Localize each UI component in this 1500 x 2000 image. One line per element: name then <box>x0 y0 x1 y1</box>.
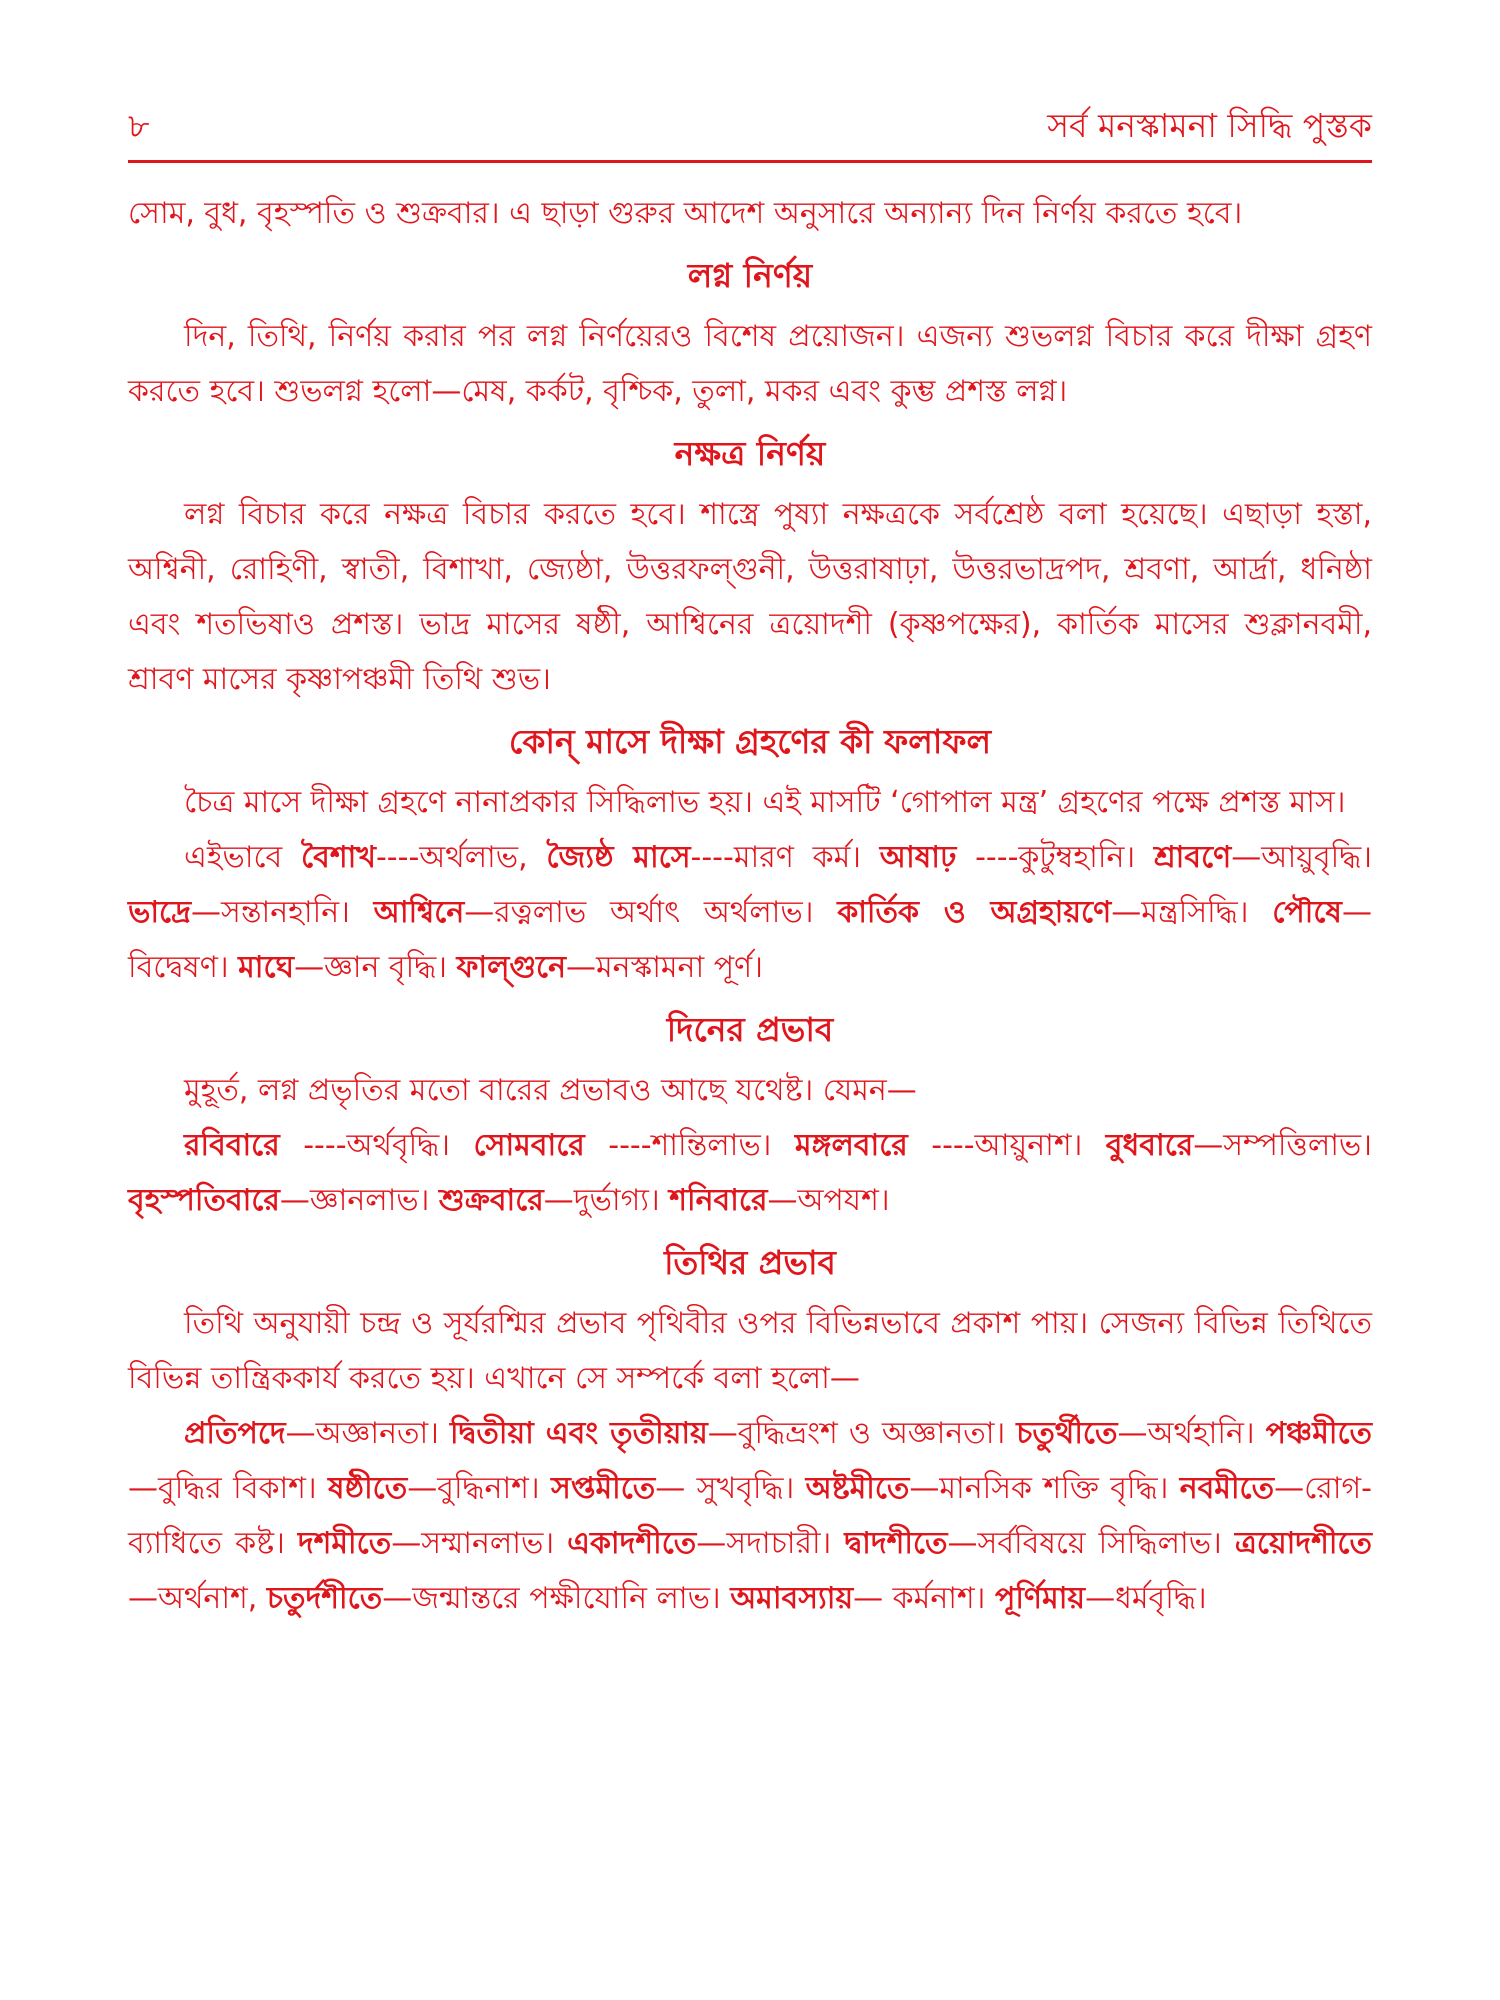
months-list-paragraph <box>128 830 1372 995</box>
day-term: রবিবারে <box>184 1128 280 1163</box>
tithi-effect: —সম্মানলাভ। <box>391 1526 568 1561</box>
month-term: জ্যৈষ্ঠ মাসে <box>546 840 691 875</box>
month-term: ভাদ্রে <box>128 895 192 930</box>
day-term: বৃহস্পতিবারে <box>128 1183 280 1218</box>
day-term: শনিবারে <box>669 1183 768 1218</box>
tithi-effect: —অজ্ঞানতা। <box>285 1416 450 1451</box>
month-term: ফাল্গুনে <box>456 950 567 985</box>
month-term: কার্তিক ও অগ্রহায়ণে <box>837 895 1112 930</box>
tithi-effect: —রোগ-ব্যাধিতে কষ্ট। <box>128 1471 1372 1561</box>
section-heading-tithi: তিথির প্রভাব <box>664 1243 836 1282</box>
month-term: শ্রাবণে <box>1153 840 1232 875</box>
day-effect: —অপযশ। <box>767 1183 890 1218</box>
header-rule <box>128 160 1372 163</box>
tithi-term: অমাবস্যায় <box>730 1581 854 1616</box>
tithi-effect: —সদাচারী। <box>696 1526 845 1561</box>
running-title: সর্ব মনস্কামনা সিদ্ধি পুস্তক <box>1047 106 1372 145</box>
tithi-effect: —মানসিক শক্তি বৃদ্ধি। <box>909 1471 1180 1506</box>
section-heading-lagna: লগ্ন নির্ণয় <box>687 256 813 295</box>
tithi-intro-paragraph: তিথি অনুযায়ী চন্দ্র ও সূর্যরশ্মির প্রভাব পৃথিবীর ওপর বিভিন্নভাবে প্রকাশ পায়। সেজন্য বিভিন্ন তিথিতে বিভিন্ন তান্ত্রিককার্য করতে হয়। এখানে সে সম্পর্কে বলা হলো— <box>128 1306 1372 1396</box>
page-body <box>128 186 1372 1626</box>
month-effect: —আয়ুবৃদ্ধি। <box>1231 840 1372 875</box>
tithi-list-paragraph <box>128 1406 1372 1626</box>
continuation-paragraph: সোম, বুধ, বৃহস্পতি ও শুক্রবার। এ ছাড়া গুরুর আদেশ অনুসারে অন্যান্য দিন নির্ণয় করতে হবে। <box>128 196 1243 231</box>
day-term: শুক্রবারে <box>438 1183 544 1218</box>
page-header <box>128 104 1372 148</box>
tithi-term: প্রতিপদে <box>184 1416 286 1451</box>
tithi-effect: —অর্থনাশ, <box>128 1581 267 1616</box>
day-effect: —জ্ঞানলাভ। <box>279 1183 439 1218</box>
month-term: মাঘে <box>238 950 295 985</box>
tithi-term: একাদশীতে <box>567 1526 697 1561</box>
tithi-effect: —সর্ববিষয়ে সিদ্ধিলাভ। <box>947 1526 1235 1561</box>
month-effect: —জ্ঞান বৃদ্ধি। <box>294 950 457 985</box>
tithi-term: চতুর্থীতে <box>1016 1416 1118 1451</box>
month-effect: —রত্নলাভ অর্থাৎ অর্থলাভ। <box>464 895 838 930</box>
tithi-effect: —বুদ্ধিনাশ। <box>407 1471 552 1506</box>
lagna-paragraph: দিন, তিথি, নির্ণয় করার পর লগ্ন নির্ণয়েরও বিশেষ প্রয়োজন। এজন্য শুভলগ্ন বিচার করে দীক্ষা গ্রহণ করতে হবে। শুভলগ্ন হলো—মেষ, কর্কট, বৃশ্চিক, তুলা, মকর এবং কুম্ভ প্রশস্ত লগ্ন। <box>128 319 1372 409</box>
days-intro-paragraph: মুহূর্ত, লগ্ন প্রভৃতির মতো বারের প্রভাবও আছে যথেষ্ট। যেমন— <box>184 1073 917 1108</box>
tithi-effect: —অর্থহানি। <box>1117 1416 1266 1451</box>
month-term: আশ্বিনে <box>373 895 465 930</box>
tithi-term: অষ্টমীতে <box>805 1471 910 1506</box>
tithi-term: চতুর্দশীতে <box>266 1581 383 1616</box>
tithi-term: নবমীতে <box>1179 1471 1275 1506</box>
tithi-effect: —ধর্মবৃদ্ধি। <box>1085 1581 1207 1616</box>
day-effect: —দুর্ভাগ্য। <box>543 1183 670 1218</box>
tithi-effect: — কর্মনাশ। <box>853 1581 995 1616</box>
day-effect: ----শান্তিলাভ। <box>584 1128 795 1163</box>
month-effect: —সন্তানহানি। <box>191 895 374 930</box>
nakshatra-paragraph: লগ্ন বিচার করে নক্ষত্র বিচার করতে হবে। শাস্ত্রে পুষ্যা নক্ষত্রকে সর্বশ্রেষ্ঠ বলা হয়েছে। এছাড়া হস্তা, অশ্বিনী, রোহিণী, স্বাতী, বিশাখা, জ্যেষ্ঠা, উত্তরফল্গুনী, উত্তরাষাঢ়া, উত্তরভাদ্রপদ, শ্রবণা, আর্দ্রা, ধনিষ্ঠা এবং শতভিষাও প্রশস্ত। ভাদ্র মাসের ষষ্ঠী, আশ্বিনের ত্রয়োদশী (কৃষ্ণপক্ষের), কার্তিক মাসের শুক্লানবমী, শ্রাবণ মাসের কৃষ্ণাপঞ্চমী তিথি শুভ। <box>128 497 1372 697</box>
day-term: বুধবারে <box>1105 1128 1194 1163</box>
tithi-term: দ্বিতীয়া এবং তৃতীয়ায় <box>449 1416 708 1451</box>
month-term: বৈশাখ <box>301 840 376 875</box>
month-term: আষাঢ় <box>879 840 957 875</box>
days-list-paragraph <box>128 1118 1372 1228</box>
month-term: পৌষে <box>1272 895 1342 930</box>
section-heading-nakshatra: নক্ষত্র নির্ণয় <box>674 434 826 473</box>
tithi-term: দশমীতে <box>297 1526 392 1561</box>
month-effect: —মন্ত্রসিদ্ধি। <box>1111 895 1273 930</box>
section-heading-months: কোন্ মাসে দীক্ষা গ্রহণের কী ফলাফল <box>508 722 992 761</box>
tithi-effect: —বুদ্ধির বিকাশ। <box>128 1471 329 1506</box>
month-effect: ----মারণ কর্ম। <box>690 840 880 875</box>
month-effect: ----কুটুম্বহানি। <box>956 840 1154 875</box>
month-effect: —বিদ্বেষণ। <box>128 895 1372 985</box>
months-intro-paragraph: চৈত্র মাসে দীক্ষা গ্রহণে নানাপ্রকার সিদ্ধিলাভ হয়। এই মাসটি ‘গোপাল মন্ত্র’ গ্রহণের পক্ষে প্রশস্ত মাস। <box>184 785 1346 820</box>
tithi-effect: —বুদ্ধিভ্রংশ ও অজ্ঞানতা। <box>707 1416 1017 1451</box>
month-effect: —মনস্কামনা পূর্ণ। <box>566 950 763 985</box>
months-list-prefix: এইভাবে <box>184 840 301 875</box>
day-effect: ----আয়ুনাশ। <box>907 1128 1106 1163</box>
day-effect: —সম্পত্তিলাভ। <box>1193 1128 1373 1163</box>
tithi-term: ত্রয়োদশীতে <box>1234 1526 1372 1561</box>
tithi-effect: —জন্মান্তরে পক্ষীযোনি লাভ। <box>382 1581 731 1616</box>
day-term: সোমবারে <box>473 1128 585 1163</box>
day-term: মঙ্গলবারে <box>794 1128 908 1163</box>
tithi-term: দ্বাদশীতে <box>844 1526 948 1561</box>
page-number: ৮ <box>128 106 150 145</box>
day-effect: ----অর্থবৃদ্ধি। <box>279 1128 474 1163</box>
section-heading-days: দিনের প্রভাব <box>666 1010 834 1049</box>
tithi-term: পূর্ণিমায় <box>994 1581 1086 1616</box>
month-effect: ----অর্থলাভ, <box>375 840 547 875</box>
tithi-term: পঞ্চমীতে <box>1265 1416 1373 1451</box>
tithi-term: সপ্তমীতে <box>551 1471 656 1506</box>
tithi-term: ষষ্ঠীতে <box>328 1471 408 1506</box>
tithi-effect: — সুখবৃদ্ধি। <box>655 1471 806 1506</box>
